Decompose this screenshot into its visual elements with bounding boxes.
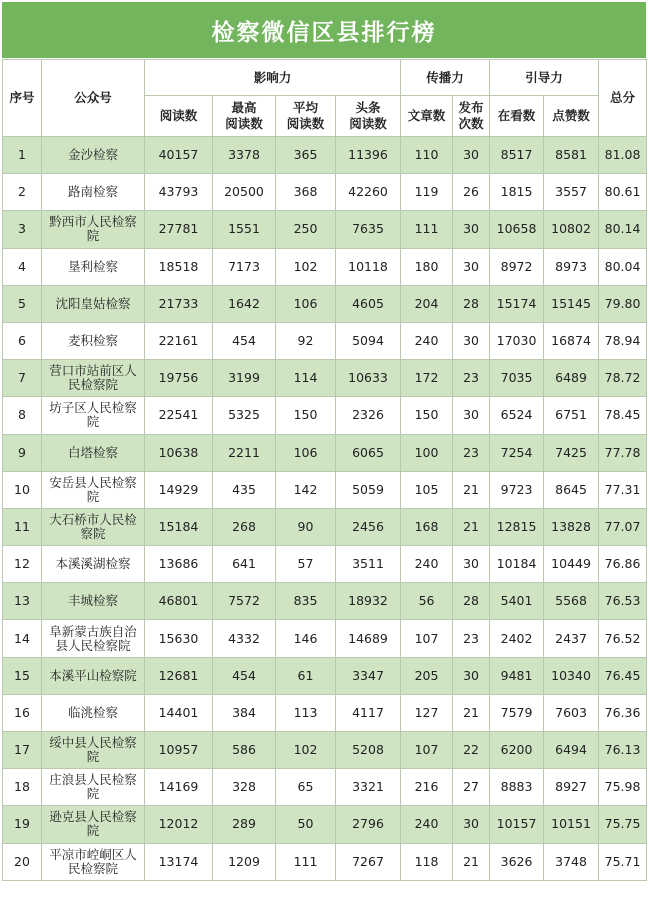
viewing-cell: 6524 (490, 397, 544, 434)
total-score-cell: 78.45 (599, 397, 647, 434)
rank-cell: 3 (3, 211, 42, 248)
viewing-cell: 6200 (490, 732, 544, 769)
publish-times-cell: 30 (453, 546, 490, 583)
max-reads-cell: 435 (213, 471, 276, 508)
articles-cell: 168 (401, 508, 453, 545)
publish-times-cell: 22 (453, 732, 490, 769)
ranking-table (2, 59, 647, 881)
reads-cell: 40157 (145, 137, 213, 174)
headline-reads-cell: 42260 (336, 174, 401, 211)
account-name-cell: 逊克县人民检察院 (42, 806, 145, 843)
headline-reads-cell: 5208 (336, 732, 401, 769)
articles-cell: 110 (401, 137, 453, 174)
headline-reads-cell: 14689 (336, 620, 401, 657)
likes-cell: 10802 (544, 211, 599, 248)
table-row (3, 434, 647, 471)
publish-times-cell: 21 (453, 694, 490, 731)
viewing-cell: 9481 (490, 657, 544, 694)
rank-cell: 14 (3, 620, 42, 657)
articles-cell: 216 (401, 769, 453, 806)
reads-cell: 21733 (145, 285, 213, 322)
max-reads-cell: 7173 (213, 248, 276, 285)
viewing-cell: 10184 (490, 546, 544, 583)
avg-reads-cell: 92 (276, 322, 336, 359)
account-name-cell: 本溪平山检察院 (42, 657, 145, 694)
viewing-cell: 9723 (490, 471, 544, 508)
viewing-cell: 3626 (490, 843, 544, 880)
rank-cell: 2 (3, 174, 42, 211)
header-total: 总分 (599, 60, 647, 137)
header-reads: 阅读数 (145, 96, 213, 137)
headline-reads-cell: 10118 (336, 248, 401, 285)
reads-cell: 43793 (145, 174, 213, 211)
articles-cell: 118 (401, 843, 453, 880)
likes-cell: 6494 (544, 732, 599, 769)
account-name-cell: 沈阳皇姑检察 (42, 285, 145, 322)
header-articles: 文章数 (401, 96, 453, 137)
articles-cell: 127 (401, 694, 453, 731)
reads-cell: 27781 (145, 211, 213, 248)
headline-reads-cell: 3321 (336, 769, 401, 806)
likes-cell: 6751 (544, 397, 599, 434)
avg-reads-cell: 90 (276, 508, 336, 545)
reads-cell: 22541 (145, 397, 213, 434)
viewing-cell: 12815 (490, 508, 544, 545)
likes-cell: 7603 (544, 694, 599, 731)
max-reads-cell: 1642 (213, 285, 276, 322)
avg-reads-cell: 65 (276, 769, 336, 806)
account-name-cell: 白塔检察 (42, 434, 145, 471)
articles-cell: 205 (401, 657, 453, 694)
viewing-cell: 8883 (490, 769, 544, 806)
likes-cell: 15145 (544, 285, 599, 322)
max-reads-cell: 641 (213, 546, 276, 583)
likes-cell: 2437 (544, 620, 599, 657)
likes-cell: 16874 (544, 322, 599, 359)
reads-cell: 13174 (145, 843, 213, 880)
reads-cell: 18518 (145, 248, 213, 285)
table-row (3, 843, 647, 880)
total-score-cell: 76.53 (599, 583, 647, 620)
account-name-cell: 平凉市崆峒区人民检察院 (42, 843, 145, 880)
likes-cell: 13828 (544, 508, 599, 545)
articles-cell: 172 (401, 360, 453, 397)
avg-reads-cell: 111 (276, 843, 336, 880)
rank-cell: 15 (3, 657, 42, 694)
avg-reads-cell: 368 (276, 174, 336, 211)
avg-reads-cell: 50 (276, 806, 336, 843)
table-header (3, 60, 647, 137)
table-row (3, 211, 647, 248)
publish-times-cell: 21 (453, 508, 490, 545)
headline-reads-cell: 3511 (336, 546, 401, 583)
max-reads-cell: 4332 (213, 620, 276, 657)
publish-times-cell: 30 (453, 397, 490, 434)
viewing-cell: 8972 (490, 248, 544, 285)
publish-times-cell: 30 (453, 248, 490, 285)
avg-reads-cell: 106 (276, 434, 336, 471)
avg-reads-cell: 113 (276, 694, 336, 731)
total-score-cell: 75.71 (599, 843, 647, 880)
reads-cell: 10957 (145, 732, 213, 769)
likes-cell: 7425 (544, 434, 599, 471)
articles-cell: 240 (401, 322, 453, 359)
reads-cell: 15184 (145, 508, 213, 545)
publish-times-cell: 30 (453, 137, 490, 174)
rank-cell: 1 (3, 137, 42, 174)
max-reads-cell: 454 (213, 657, 276, 694)
likes-cell: 3557 (544, 174, 599, 211)
account-name-cell: 黔西市人民检察院 (42, 211, 145, 248)
table-row (3, 657, 647, 694)
publish-times-cell: 30 (453, 657, 490, 694)
avg-reads-cell: 106 (276, 285, 336, 322)
articles-cell: 111 (401, 211, 453, 248)
headline-reads-cell: 2456 (336, 508, 401, 545)
account-name-cell: 临洮检察 (42, 694, 145, 731)
page-title: 检察微信区县排行榜 (211, 19, 437, 46)
rank-cell: 20 (3, 843, 42, 880)
likes-cell: 8927 (544, 769, 599, 806)
total-score-cell: 79.80 (599, 285, 647, 322)
publish-times-cell: 21 (453, 471, 490, 508)
avg-reads-cell: 146 (276, 620, 336, 657)
reads-cell: 19756 (145, 360, 213, 397)
account-name-cell: 绥中县人民检察院 (42, 732, 145, 769)
articles-cell: 119 (401, 174, 453, 211)
likes-cell: 3748 (544, 843, 599, 880)
table-row (3, 546, 647, 583)
likes-cell: 10449 (544, 546, 599, 583)
viewing-cell: 7035 (490, 360, 544, 397)
rank-cell: 6 (3, 322, 42, 359)
header-spread: 传播力 (401, 60, 490, 96)
articles-cell: 107 (401, 732, 453, 769)
account-name-cell: 麦积检察 (42, 322, 145, 359)
likes-cell: 8645 (544, 471, 599, 508)
total-score-cell: 76.52 (599, 620, 647, 657)
header-headline-reads: 头条 阅读数 (336, 96, 401, 137)
likes-cell: 8581 (544, 137, 599, 174)
reads-cell: 15630 (145, 620, 213, 657)
headline-reads-cell: 5094 (336, 322, 401, 359)
max-reads-cell: 5325 (213, 397, 276, 434)
header-viewing: 在看数 (490, 96, 544, 137)
account-name-cell: 路南检察 (42, 174, 145, 211)
header-rank: 序号 (3, 60, 42, 137)
total-score-cell: 81.08 (599, 137, 647, 174)
headline-reads-cell: 6065 (336, 434, 401, 471)
articles-cell: 100 (401, 434, 453, 471)
likes-cell: 8973 (544, 248, 599, 285)
publish-times-cell: 23 (453, 360, 490, 397)
avg-reads-cell: 114 (276, 360, 336, 397)
headline-reads-cell: 7635 (336, 211, 401, 248)
max-reads-cell: 3378 (213, 137, 276, 174)
publish-times-cell: 28 (453, 583, 490, 620)
table-row (3, 471, 647, 508)
table-row (3, 620, 647, 657)
headline-reads-cell: 5059 (336, 471, 401, 508)
total-score-cell: 80.61 (599, 174, 647, 211)
articles-cell: 204 (401, 285, 453, 322)
publish-times-cell: 28 (453, 285, 490, 322)
avg-reads-cell: 150 (276, 397, 336, 434)
max-reads-cell: 268 (213, 508, 276, 545)
reads-cell: 13686 (145, 546, 213, 583)
publish-times-cell: 30 (453, 322, 490, 359)
avg-reads-cell: 61 (276, 657, 336, 694)
total-score-cell: 76.86 (599, 546, 647, 583)
total-score-cell: 77.78 (599, 434, 647, 471)
likes-cell: 10151 (544, 806, 599, 843)
table-row (3, 285, 647, 322)
account-name-cell: 丰城检察 (42, 583, 145, 620)
table-row (3, 248, 647, 285)
reads-cell: 46801 (145, 583, 213, 620)
header-likes: 点赞数 (544, 96, 599, 137)
articles-cell: 150 (401, 397, 453, 434)
viewing-cell: 2402 (490, 620, 544, 657)
max-reads-cell: 3199 (213, 360, 276, 397)
publish-times-cell: 27 (453, 769, 490, 806)
rank-cell: 9 (3, 434, 42, 471)
articles-cell: 107 (401, 620, 453, 657)
header-influence: 影响力 (145, 60, 401, 96)
publish-times-cell: 30 (453, 211, 490, 248)
headline-reads-cell: 3347 (336, 657, 401, 694)
viewing-cell: 5401 (490, 583, 544, 620)
headline-reads-cell: 2796 (336, 806, 401, 843)
viewing-cell: 10658 (490, 211, 544, 248)
rank-cell: 16 (3, 694, 42, 731)
rank-cell: 13 (3, 583, 42, 620)
headline-reads-cell: 18932 (336, 583, 401, 620)
max-reads-cell: 289 (213, 806, 276, 843)
viewing-cell: 15174 (490, 285, 544, 322)
total-score-cell: 78.72 (599, 360, 647, 397)
table-body (3, 137, 647, 881)
articles-cell: 240 (401, 806, 453, 843)
max-reads-cell: 20500 (213, 174, 276, 211)
publish-times-cell: 23 (453, 620, 490, 657)
avg-reads-cell: 250 (276, 211, 336, 248)
total-score-cell: 78.94 (599, 322, 647, 359)
rank-cell: 19 (3, 806, 42, 843)
total-score-cell: 77.07 (599, 508, 647, 545)
max-reads-cell: 586 (213, 732, 276, 769)
table-row (3, 174, 647, 211)
reads-cell: 10638 (145, 434, 213, 471)
reads-cell: 14401 (145, 694, 213, 731)
table-row (3, 137, 647, 174)
table-row (3, 397, 647, 434)
total-score-cell: 76.45 (599, 657, 647, 694)
publish-times-cell: 30 (453, 806, 490, 843)
header-publish-times: 发布 次数 (453, 96, 490, 137)
likes-cell: 5568 (544, 583, 599, 620)
account-name-cell: 营口市站前区人民检察院 (42, 360, 145, 397)
account-name-cell: 大石桥市人民检察院 (42, 508, 145, 545)
account-name-cell: 阜新蒙古族自治县人民检察院 (42, 620, 145, 657)
likes-cell: 10340 (544, 657, 599, 694)
total-score-cell: 76.36 (599, 694, 647, 731)
header-max-reads: 最高 阅读数 (213, 96, 276, 137)
viewing-cell: 10157 (490, 806, 544, 843)
total-score-cell: 77.31 (599, 471, 647, 508)
max-reads-cell: 328 (213, 769, 276, 806)
account-name-cell: 坊子区人民检察院 (42, 397, 145, 434)
header-guidance: 引导力 (490, 60, 599, 96)
viewing-cell: 8517 (490, 137, 544, 174)
total-score-cell: 76.13 (599, 732, 647, 769)
rank-cell: 17 (3, 732, 42, 769)
table-row (3, 322, 647, 359)
table-row (3, 694, 647, 731)
rank-cell: 5 (3, 285, 42, 322)
table-row (3, 583, 647, 620)
max-reads-cell: 2211 (213, 434, 276, 471)
headline-reads-cell: 11396 (336, 137, 401, 174)
reads-cell: 12012 (145, 806, 213, 843)
avg-reads-cell: 57 (276, 546, 336, 583)
rank-cell: 12 (3, 546, 42, 583)
avg-reads-cell: 835 (276, 583, 336, 620)
table-row (3, 769, 647, 806)
articles-cell: 240 (401, 546, 453, 583)
account-name-cell: 安岳县人民检察院 (42, 471, 145, 508)
account-name-cell: 庄浪县人民检察院 (42, 769, 145, 806)
publish-times-cell: 26 (453, 174, 490, 211)
publish-times-cell: 23 (453, 434, 490, 471)
rank-cell: 10 (3, 471, 42, 508)
viewing-cell: 7579 (490, 694, 544, 731)
reads-cell: 14929 (145, 471, 213, 508)
table-row (3, 508, 647, 545)
reads-cell: 12681 (145, 657, 213, 694)
rank-cell: 4 (3, 248, 42, 285)
viewing-cell: 17030 (490, 322, 544, 359)
total-score-cell: 80.04 (599, 248, 647, 285)
viewing-cell: 1815 (490, 174, 544, 211)
max-reads-cell: 1551 (213, 211, 276, 248)
rank-cell: 7 (3, 360, 42, 397)
table-row (3, 806, 647, 843)
table-row (3, 732, 647, 769)
max-reads-cell: 1209 (213, 843, 276, 880)
headline-reads-cell: 2326 (336, 397, 401, 434)
rank-cell: 11 (3, 508, 42, 545)
rank-cell: 18 (3, 769, 42, 806)
max-reads-cell: 384 (213, 694, 276, 731)
avg-reads-cell: 365 (276, 137, 336, 174)
header-account: 公众号 (42, 60, 145, 137)
header-avg-reads: 平均 阅读数 (276, 96, 336, 137)
total-score-cell: 80.14 (599, 211, 647, 248)
reads-cell: 22161 (145, 322, 213, 359)
account-name-cell: 本溪溪湖检察 (42, 546, 145, 583)
reads-cell: 14169 (145, 769, 213, 806)
table-row (3, 360, 647, 397)
headline-reads-cell: 4605 (336, 285, 401, 322)
likes-cell: 6489 (544, 360, 599, 397)
articles-cell: 56 (401, 583, 453, 620)
articles-cell: 105 (401, 471, 453, 508)
headline-reads-cell: 4117 (336, 694, 401, 731)
avg-reads-cell: 102 (276, 732, 336, 769)
account-name-cell: 金沙检察 (42, 137, 145, 174)
articles-cell: 180 (401, 248, 453, 285)
rank-cell: 8 (3, 397, 42, 434)
max-reads-cell: 454 (213, 322, 276, 359)
headline-reads-cell: 7267 (336, 843, 401, 880)
avg-reads-cell: 102 (276, 248, 336, 285)
viewing-cell: 7254 (490, 434, 544, 471)
total-score-cell: 75.75 (599, 806, 647, 843)
title-banner (2, 2, 646, 58)
account-name-cell: 垦利检察 (42, 248, 145, 285)
avg-reads-cell: 142 (276, 471, 336, 508)
max-reads-cell: 7572 (213, 583, 276, 620)
publish-times-cell: 21 (453, 843, 490, 880)
total-score-cell: 75.98 (599, 769, 647, 806)
headline-reads-cell: 10633 (336, 360, 401, 397)
